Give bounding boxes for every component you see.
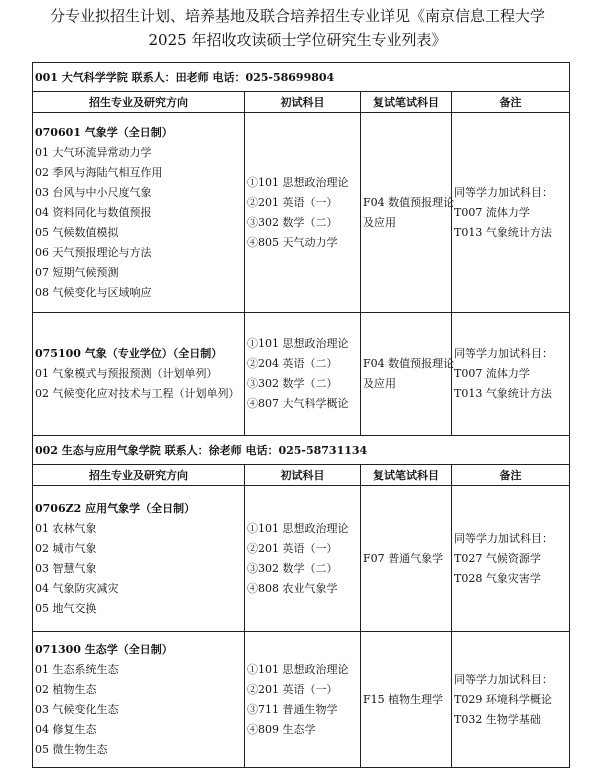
column-header: 复试笔试科目 [361, 92, 452, 113]
research-direction: 05 气候数值模拟 [35, 225, 119, 239]
retest-subject: 及应用 [363, 215, 396, 229]
column-header-row [33, 92, 570, 113]
research-direction: 04 气象防灾减灾 [35, 581, 119, 595]
research-direction: 03 台风与中小尺度气象 [35, 185, 152, 199]
research-direction: 01 生态系统生态 [35, 662, 119, 676]
exam-subject: ③302 数学（二） [247, 561, 338, 575]
note-line: 同等学力加试科目： [454, 185, 553, 199]
note-line: T028 气象灾害学 [454, 571, 541, 585]
retest-cell [361, 632, 452, 768]
research-direction: 03 气候变化生态 [35, 702, 119, 716]
exam-subject: ①101 思想政治理论 [247, 337, 349, 350]
exam-subject: ③302 数学（二） [247, 215, 338, 229]
notes-cell [452, 632, 570, 768]
exam-subject: ④809 生态学 [247, 722, 316, 736]
research-direction: 02 城市气象 [35, 541, 97, 555]
research-direction: 05 地气交换 [35, 601, 97, 615]
major-table [32, 62, 570, 768]
exam-cell [245, 632, 361, 768]
column-header: 备注 [452, 92, 570, 113]
research-direction: 03 智慧气象 [35, 561, 97, 575]
exam-subject: ①101 思想政治理论 [247, 175, 349, 189]
exam-cell [245, 313, 361, 436]
major-name: 075100 气象（专业学位）（全日制） [35, 347, 223, 360]
table-row [33, 486, 570, 632]
exam-subject: ③302 数学（二） [247, 377, 338, 390]
major-cell [33, 113, 245, 313]
research-direction: 06 天气预报理论与方法 [35, 245, 152, 259]
notes-cell [452, 486, 570, 632]
table-row [33, 632, 570, 768]
note-line: 同等学力加试科目： [454, 531, 553, 545]
column-header: 招生专业及研究方向 [33, 465, 245, 486]
note-line: T027 气候资源学 [454, 551, 541, 565]
note-line: T007 流体力学 [454, 205, 530, 219]
section-header-row [33, 63, 570, 92]
major-cell [33, 313, 245, 436]
column-header: 初试科目 [245, 465, 361, 486]
column-header: 复试笔试科目 [361, 465, 452, 486]
research-direction: 04 资料同化与数值预报 [35, 205, 152, 219]
major-name: 071300 生态学（全日制） [35, 642, 173, 656]
note-line: T029 环境科学概论 [454, 692, 552, 706]
research-direction: 02 气候变化应对技术与工程（计划单列） [35, 387, 240, 400]
section-header: 001 大气科学学院 联系人：田老师 电话：025-58699804 [33, 63, 570, 92]
exam-subject: ①101 思想政治理论 [247, 662, 349, 676]
section-header-row [33, 436, 570, 465]
exam-subject: ③711 普通生物学 [247, 702, 338, 716]
exam-subject: ②204 英语（二） [247, 357, 338, 370]
research-direction: 08 气候变化与区域响应 [35, 285, 152, 299]
research-direction: 07 短期气候预测 [35, 265, 119, 279]
exam-subject: ②201 英语（一） [247, 682, 338, 696]
exam-subject: ②201 英语（一） [247, 541, 338, 555]
research-direction: 05 微生物生态 [35, 742, 108, 756]
column-header: 招生专业及研究方向 [33, 92, 245, 113]
notes-cell [452, 113, 570, 313]
table-row [33, 113, 570, 313]
research-direction: 04 修复生态 [35, 722, 97, 736]
exam-subject: ①101 思想政治理论 [247, 521, 349, 535]
exam-cell [245, 486, 361, 632]
note-line: T013 气象统计方法 [454, 225, 552, 239]
section-header: 002 生态与应用气象学院 联系人：徐老师 电话：025-58731134 [33, 436, 570, 465]
research-direction: 01 气象模式与预报预测（计划单列） [35, 367, 218, 380]
retest-subject: F04 数值预报理论 [363, 357, 455, 370]
exam-subject: ④805 天气动力学 [247, 235, 338, 249]
major-cell [33, 632, 245, 768]
research-direction: 02 植物生态 [35, 682, 97, 696]
research-direction: 01 大气环流异常动力学 [35, 145, 152, 159]
research-direction: 02 季风与海陆气相互作用 [35, 165, 163, 179]
major-cell [33, 486, 245, 632]
note-line: 同等学力加试科目： [454, 672, 553, 686]
notes-cell [452, 313, 570, 436]
note-line: T032 生物学基础 [454, 712, 541, 726]
research-direction: 01 农林气象 [35, 521, 97, 535]
table-row [33, 313, 570, 436]
page-title-line-1: 分专业拟招生计划、培养基地及联合培养招生专业详见《南京信息工程大学 [49, 7, 545, 25]
note-line: T013 气象统计方法 [454, 387, 552, 400]
retest-subject: F07 普通气象学 [363, 551, 444, 565]
retest-cell [361, 113, 455, 313]
note-line: 同等学力加试科目： [454, 347, 553, 360]
retest-subject: F15 植物生理学 [363, 692, 444, 706]
major-name: 0706Z2 应用气象学（全日制） [35, 501, 196, 515]
exam-subject: ④807 大气科学概论 [247, 397, 349, 410]
retest-subject: F04 数值预报理论 [363, 195, 455, 209]
exam-cell [245, 113, 361, 313]
major-name: 070601 气象学（全日制） [35, 125, 173, 139]
retest-cell [361, 313, 455, 436]
note-line: T007 流体力学 [454, 367, 530, 380]
column-header: 初试科目 [245, 92, 361, 113]
exam-subject: ④808 农业气象学 [247, 581, 338, 595]
column-header-row [33, 465, 570, 486]
page-title-line-2: 2025 年招收攻读硕士学位研究生专业列表》 [148, 31, 447, 49]
exam-subject: ②201 英语（一） [247, 195, 338, 209]
column-header: 备注 [452, 465, 570, 486]
retest-subject: 及应用 [363, 377, 396, 390]
retest-cell [361, 486, 452, 632]
